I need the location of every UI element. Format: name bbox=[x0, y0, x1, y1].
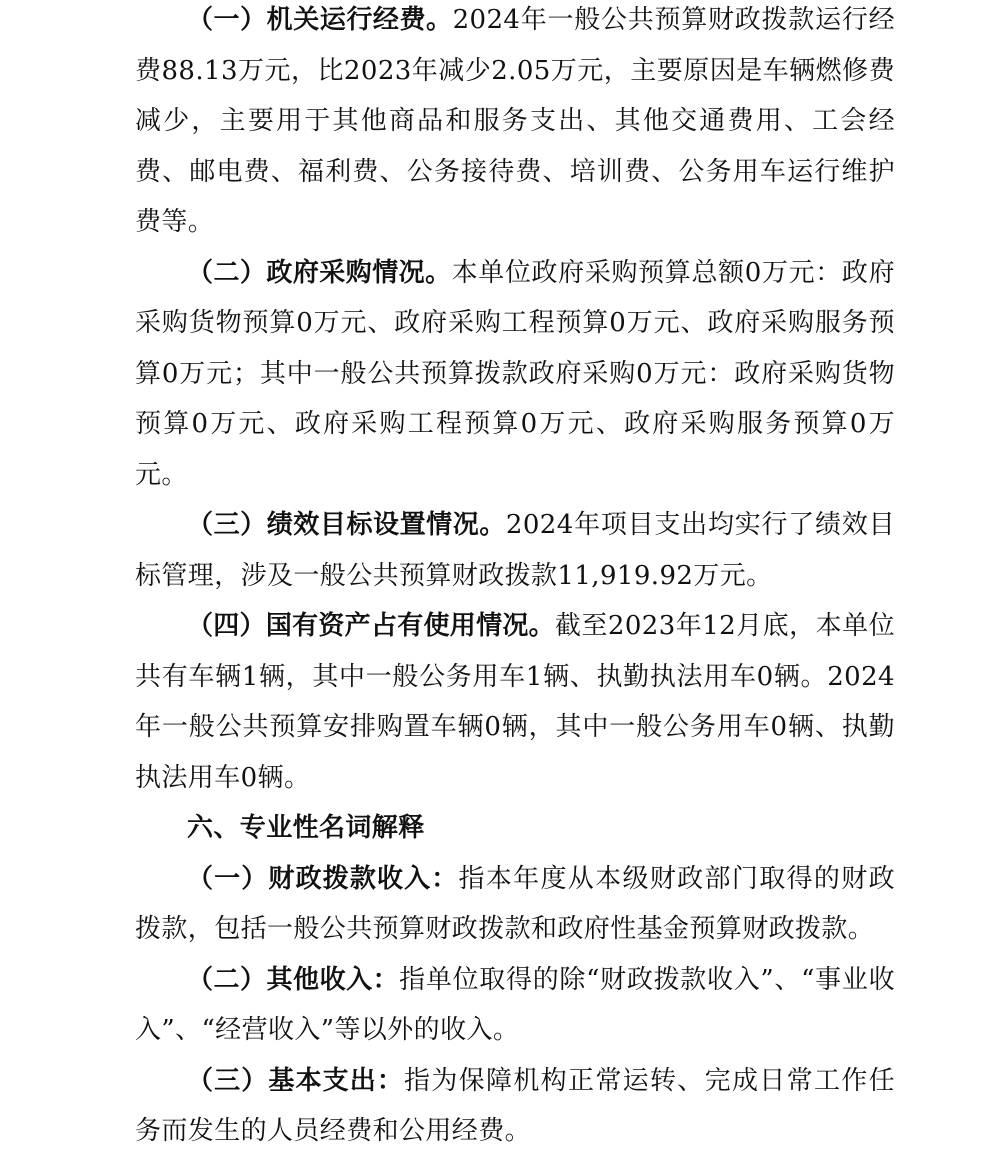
paragraph-text: 2024年项目支出均实行了绩效目标管理，涉及一般公共预算财政拨款11,919.92万元。 bbox=[135, 510, 895, 591]
paragraph-basic-expenditure bbox=[135, 1056, 895, 1157]
paragraph-lead: （一）机关运行经费。 bbox=[187, 5, 453, 35]
paragraph-text: 本单位政府采购预算总额0万元：政府采购货物预算0万元、政府采购工程预算0万元、政府采购服务预算0万元；其中一般公共预算拨款政府采购0万元：政府采购货物预算0万元、政府采购工程预算0万元、政府采购服务预算0万元。 bbox=[135, 257, 895, 490]
paragraph-text: 2024年一般公共预算财政拨款运行经费88.13万元，比2023年减少2.05万元，主要原因是车辆燃修费减少，主要用于其他商品和服务支出、其他交通费用、工会经费、邮电费、福利费、公务接待费、培训费、公务用车运行维护费等。 bbox=[135, 5, 895, 237]
paragraph-state-assets bbox=[135, 601, 895, 803]
paragraph-government-procurement bbox=[135, 248, 895, 501]
paragraph-lead: （四）国有资产占有使用情况。 bbox=[187, 611, 555, 641]
paragraph-lead: （二）其他收入： bbox=[187, 964, 400, 995]
paragraph-text: 截至2023年12月底，本单位共有车辆1辆，其中一般公务用车1辆、执勤执法用车0辆。2024年一般公共预算安排购置车辆0辆，其中一般公务用车0辆、执勤执法用车0辆。 bbox=[135, 611, 895, 793]
paragraph-performance-targets bbox=[135, 500, 895, 601]
paragraph-lead: （二）政府采购情况。 bbox=[187, 257, 452, 288]
paragraph-office-operating-costs bbox=[135, 0, 895, 248]
paragraph-lead: （一）财政拨款收入： bbox=[187, 863, 459, 894]
section-heading: 六、专业性名词解释 bbox=[187, 813, 425, 843]
paragraph-other-income bbox=[135, 955, 895, 1056]
paragraph-text: 指为保障机构正常运转、完成日常工作任务而发生的人员经费和公用经费。 bbox=[135, 1065, 895, 1146]
paragraph-lead: （三）绩效目标设置情况。 bbox=[187, 510, 506, 540]
paragraph-text: 指本年度从本级财政部门取得的财政拨款，包括一般公共预算财政拨款和政府性基金预算财政拨款。 bbox=[135, 863, 895, 944]
paragraph-fiscal-appropriation-income bbox=[135, 854, 895, 955]
document-page bbox=[135, 0, 895, 1157]
paragraph-text: 指单位取得的除“财政拨款收入”、“事业收入”、“经营收入”等以外的收入。 bbox=[135, 964, 895, 1045]
paragraph-lead: （三）基本支出： bbox=[187, 1065, 405, 1096]
